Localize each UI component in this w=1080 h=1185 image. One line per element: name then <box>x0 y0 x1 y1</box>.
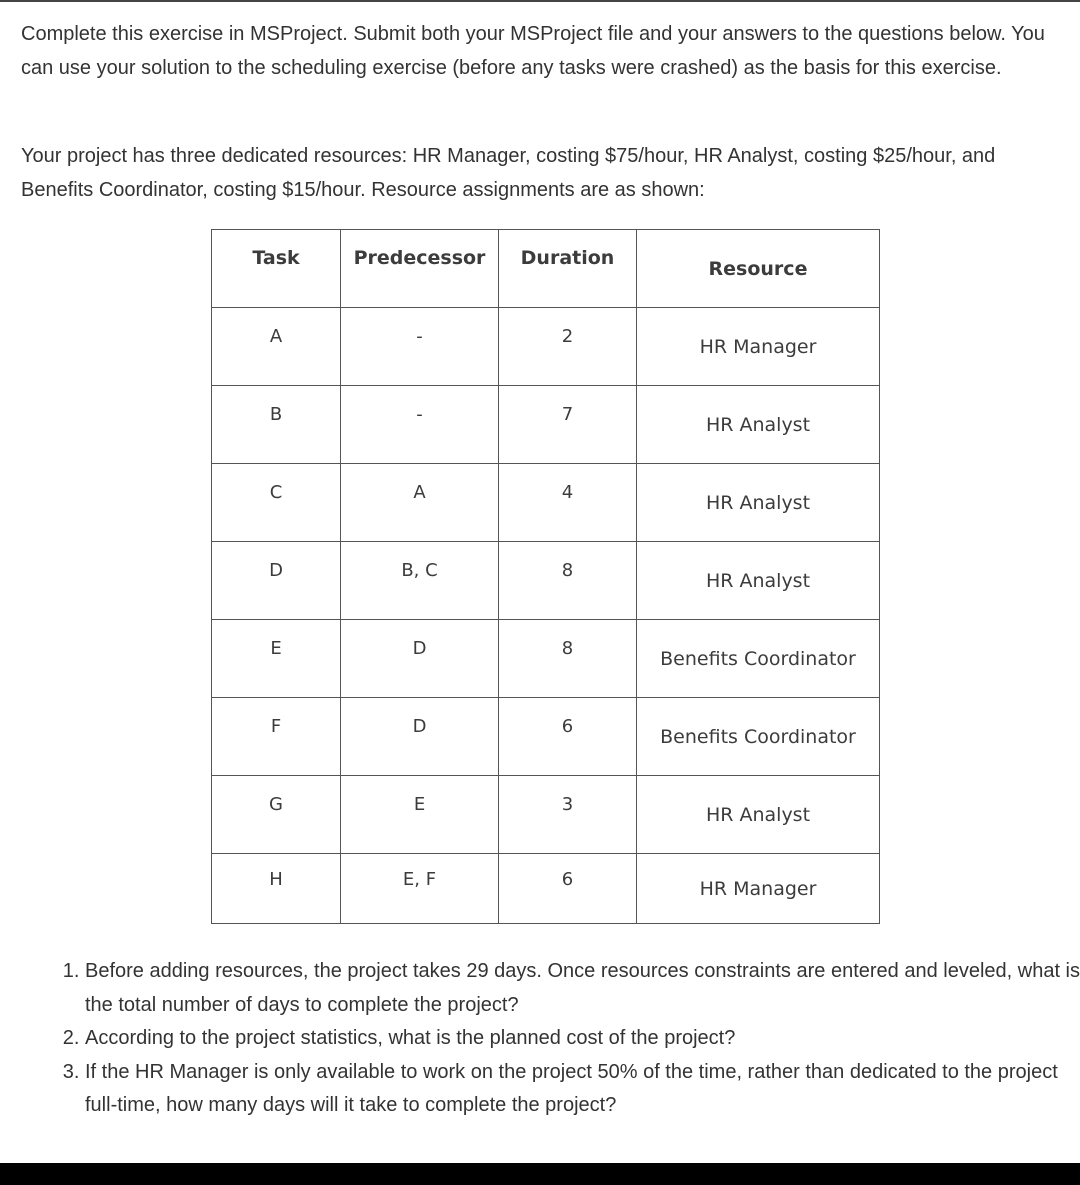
cell-duration: 2 <box>499 308 637 386</box>
table-row <box>212 542 880 620</box>
cell-task: C <box>212 464 341 542</box>
table-row <box>212 386 880 464</box>
cell-predecessor: - <box>341 308 499 386</box>
cell-resource: HR Analyst <box>637 776 880 854</box>
top-divider <box>0 0 1080 2</box>
cell-predecessor: E <box>341 776 499 854</box>
question-item: 3. If the HR Manager is only available to work on the project 50% of the time, rather than dedicated to the project full-time, how many days will it take to complete the project? <box>85 1056 1080 1123</box>
cell-task: A <box>212 308 341 386</box>
header-predecessor: Predecessor <box>341 230 499 308</box>
cell-resource: Benefits Coordinator <box>637 698 880 776</box>
table-row <box>212 698 880 776</box>
resource-assignment-table <box>211 229 880 924</box>
bottom-black-bar <box>0 1163 1080 1185</box>
question-item: 1. Before adding resources, the project takes 29 days. Once resources constraints are entered and leveled, what is the total number of days to complete the project? <box>85 955 1080 1022</box>
cell-predecessor: B, C <box>341 542 499 620</box>
cell-resource: Benefits Coordinator <box>637 620 880 698</box>
table-row <box>212 776 880 854</box>
cell-duration: 7 <box>499 386 637 464</box>
cell-resource: HR Analyst <box>637 386 880 464</box>
cell-duration: 3 <box>499 776 637 854</box>
table-row <box>212 620 880 698</box>
cell-predecessor: D <box>341 698 499 776</box>
cell-resource: HR Analyst <box>637 542 880 620</box>
question-item: 2. According to the project statistics, what is the planned cost of the project? <box>85 1022 1080 1056</box>
intro-paragraph: Complete this exercise in MSProject. Submit both your MSProject file and your answers to the questions below. You can use your solution to the scheduling exercise (before any tasks were crashed) as the basis for this exercise. <box>21 23 1045 79</box>
cell-resource: HR Analyst <box>637 464 880 542</box>
cell-task: H <box>212 854 341 924</box>
cell-duration: 6 <box>499 698 637 776</box>
cell-task: G <box>212 776 341 854</box>
cell-task: E <box>212 620 341 698</box>
cell-predecessor: D <box>341 620 499 698</box>
cell-resource: HR Manager <box>637 308 880 386</box>
cell-duration: 8 <box>499 542 637 620</box>
cell-task: F <box>212 698 341 776</box>
header-resource: Resource <box>637 230 880 308</box>
table-row <box>212 854 880 924</box>
questions-list <box>53 955 1080 1123</box>
cell-duration: 6 <box>499 854 637 924</box>
header-task: Task <box>212 230 341 308</box>
header-duration: Duration <box>499 230 637 308</box>
table-row <box>212 464 880 542</box>
cell-task: D <box>212 542 341 620</box>
cell-predecessor: E, F <box>341 854 499 924</box>
table-row <box>212 308 880 386</box>
cell-duration: 4 <box>499 464 637 542</box>
cell-resource: HR Manager <box>637 854 880 924</box>
table-header-row <box>212 230 880 308</box>
cell-predecessor: A <box>341 464 499 542</box>
cell-predecessor: - <box>341 386 499 464</box>
cell-task: B <box>212 386 341 464</box>
cell-duration: 8 <box>499 620 637 698</box>
resources-paragraph: Your project has three dedicated resources: HR Manager, costing $75/hour, HR Analyst, costing $25/hour, and Benefits Coordinator, costing $15/hour. Resource assignments are as shown: <box>21 145 996 201</box>
